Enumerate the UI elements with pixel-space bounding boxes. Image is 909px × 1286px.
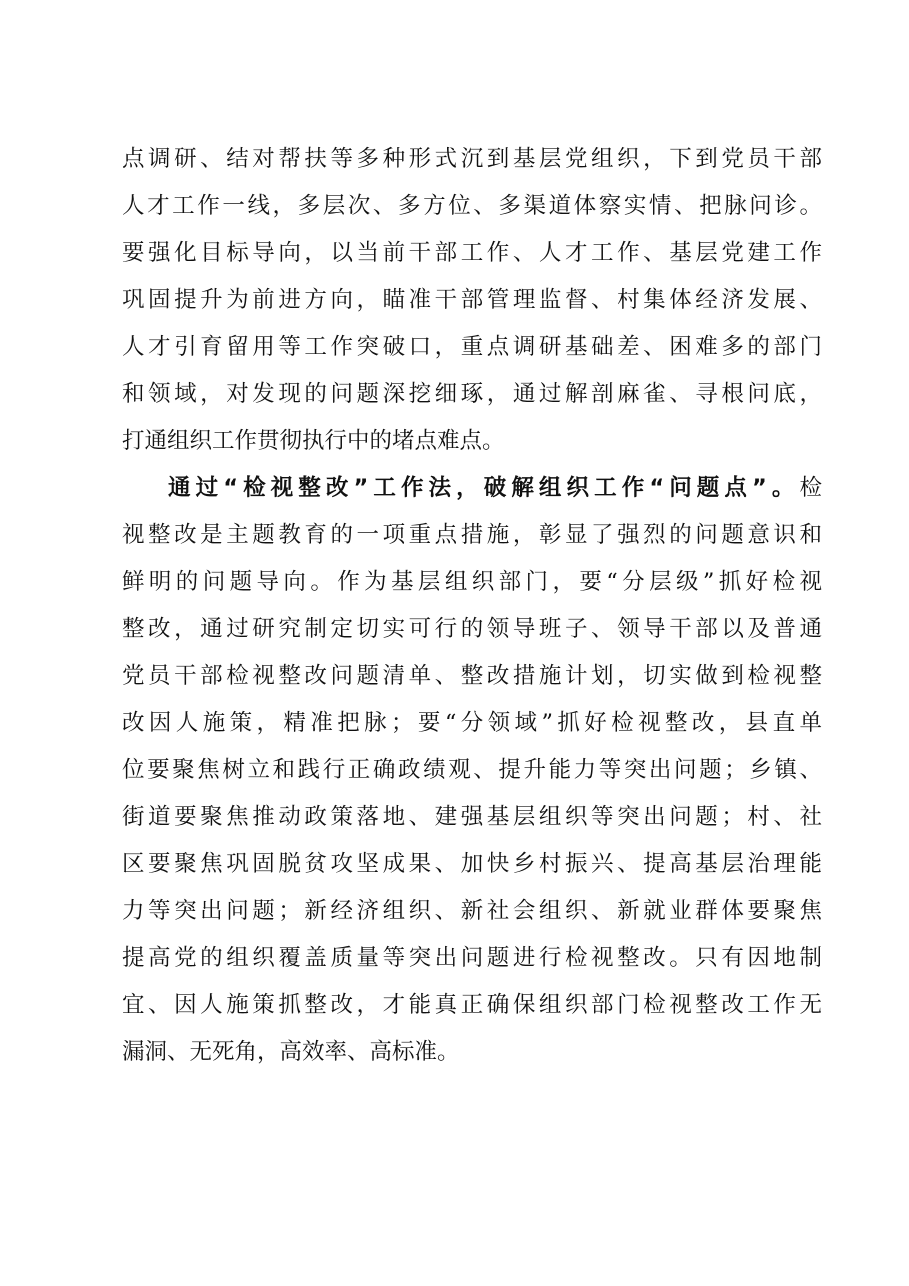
- text-line: 位要聚焦树立和践行正确政绩观、提升能力等突出问题；乡镇、: [122, 757, 822, 783]
- paragraph-2-first-line: [122, 465, 822, 512]
- text-fragment: 检: [799, 475, 822, 501]
- text-line: 视整改是主题教育的一项重点措施，彰显了强烈的问题意识和: [122, 522, 822, 548]
- text-line: 要强化目标导向，以当前干部工作、人才工作、基层党建工作: [122, 240, 822, 266]
- text-line: 区要聚焦巩固脱贫攻坚成果、加快乡村振兴、提高基层治理能: [122, 851, 822, 877]
- text-line: 巩固提升为前进方向，瞄准干部管理监督、村集体经济发展、: [122, 287, 822, 313]
- text-line: 宜、因人施策抓整改，才能真正确保组织部门检视整改工作无: [122, 992, 822, 1018]
- text-line: 鲜明的问题导向。作为基层组织部门，要“分层级”抓好检视: [122, 569, 822, 595]
- paragraph-heading: 通过“检视整改”工作法，破解组织工作“问题点”。: [168, 475, 800, 501]
- text-line: 力等突出问题；新经济组织、新社会组织、新就业群体要聚焦: [122, 898, 822, 924]
- text-line: 街道要聚焦推动政策落地、建强基层组织等突出问题；村、社: [122, 804, 822, 830]
- text-line: 提高党的组织覆盖质量等突出问题进行检视整改。只有因地制: [122, 945, 822, 971]
- text-line: 人才引育留用等工作突破口，重点调研基础差、困难多的部门: [122, 334, 822, 360]
- text-line: 改因人施策，精准把脉；要“分领域”抓好检视整改，县直单: [122, 710, 822, 736]
- text-line: 人才工作一线，多层次、多方位、多渠道体察实情、把脉问诊。: [122, 193, 822, 219]
- text-line: 打通组织工作贯彻执行中的堵点难点。: [122, 428, 505, 454]
- text-line: 点调研、结对帮扶等多种形式沉到基层党组织，下到党员干部: [122, 146, 822, 172]
- text-line: 整改，通过研究制定切实可行的领导班子、领导干部以及普通: [122, 616, 822, 642]
- body-text: [122, 136, 822, 1076]
- text-line: 党员干部检视整改问题清单、整改措施计划，切实做到检视整: [122, 663, 822, 689]
- paragraph-1: [122, 136, 822, 465]
- text-line: 和领域，对发现的问题深挖细琢，通过解剖麻雀、寻根问底，: [122, 381, 822, 407]
- paragraph-2: [122, 465, 822, 1076]
- text-line: 漏洞、无死角，高效率、高标准。: [122, 1039, 460, 1065]
